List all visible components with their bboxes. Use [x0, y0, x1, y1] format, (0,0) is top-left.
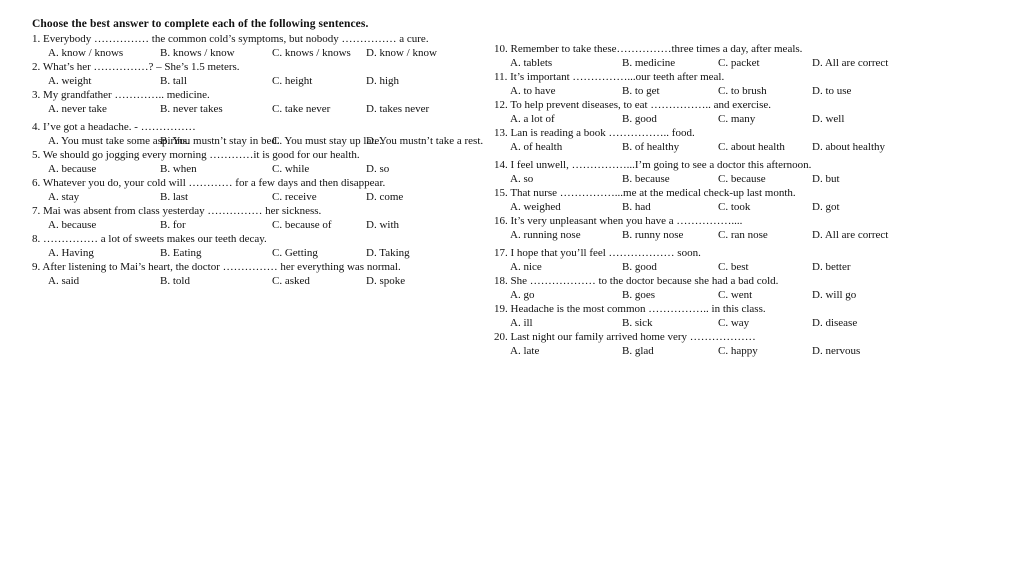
- option-b[interactable]: B. You mustn’t stay in bed.: [160, 135, 280, 147]
- option-a[interactable]: A. because: [48, 163, 97, 175]
- question-14-stem: [494, 158, 914, 172]
- question-text: What’s her ……………? – She’s 1.5 meters.: [42, 61, 240, 73]
- question-2-stem: [32, 60, 450, 74]
- question-4-stem: [32, 120, 450, 134]
- question-4-options: [48, 134, 484, 148]
- question-16-options: [510, 228, 914, 242]
- question-9-options: [48, 274, 450, 288]
- question-text: My grandfather ………….. medicine.: [43, 89, 210, 101]
- question-number: 2.: [32, 61, 41, 73]
- question-17-options: [510, 260, 914, 274]
- option-c[interactable]: C. best: [718, 261, 749, 273]
- question-11-options: [510, 84, 914, 98]
- option-a[interactable]: A. so: [510, 173, 534, 185]
- option-a[interactable]: A. Having: [48, 247, 94, 259]
- option-c[interactable]: C. take never: [272, 103, 331, 115]
- question-11-stem: [494, 70, 914, 84]
- option-b[interactable]: B. goes: [622, 289, 655, 301]
- option-a[interactable]: A. stay: [48, 191, 80, 203]
- question-12-stem: [494, 98, 914, 112]
- option-b[interactable]: B. tall: [160, 75, 187, 87]
- question-10-options: [510, 56, 914, 70]
- option-c[interactable]: C. took: [718, 201, 751, 213]
- option-c[interactable]: C. receive: [272, 191, 317, 203]
- option-d[interactable]: D. takes never: [366, 103, 430, 115]
- option-d[interactable]: D. to use: [812, 85, 852, 97]
- question-number: 10.: [494, 43, 508, 55]
- option-b[interactable]: B. runny nose: [622, 229, 684, 241]
- option-a[interactable]: A. late: [510, 345, 540, 357]
- question-text: Lan is reading a book …………….. food.: [510, 127, 695, 139]
- question-3-options: [48, 102, 450, 116]
- question-number: 8.: [32, 233, 41, 245]
- option-a[interactable]: A. nice: [510, 261, 542, 273]
- option-a[interactable]: A. ill: [510, 317, 533, 329]
- option-a[interactable]: A. a lot of: [510, 113, 555, 125]
- right-column: [494, 42, 914, 358]
- option-c[interactable]: C. height: [272, 75, 313, 87]
- option-d[interactable]: D. well: [812, 113, 845, 125]
- question-number: 16.: [494, 215, 508, 227]
- question-number: 4.: [32, 121, 41, 133]
- option-d[interactable]: D. but: [812, 173, 840, 185]
- option-b[interactable]: B. of healthy: [622, 141, 680, 153]
- question-number: 12.: [494, 99, 508, 111]
- option-a[interactable]: A. because: [48, 219, 97, 231]
- question-number: 5.: [32, 149, 41, 161]
- question-text: …………… a lot of sweets makes our teeth decay.: [43, 233, 267, 245]
- question-text: Whatever you do, your cold will ………… for a few days and then disappear.: [42, 177, 386, 189]
- question-6-stem: [32, 176, 450, 190]
- question-1-stem: [32, 32, 450, 46]
- option-b[interactable]: B. Eating: [160, 247, 202, 259]
- question-18-stem: [494, 274, 914, 288]
- question-text: I feel unwell, ……………...I’m going to see a doctor this afternoon.: [510, 159, 812, 171]
- option-b[interactable]: B. good: [622, 113, 657, 125]
- left-column: [32, 32, 484, 288]
- question-text: That nurse ……………...me at the medical check-up last month.: [510, 187, 796, 199]
- option-d[interactable]: D. spoke: [366, 275, 406, 287]
- option-d[interactable]: D. so: [366, 163, 390, 175]
- option-c[interactable]: C. asked: [272, 275, 310, 287]
- option-c[interactable]: C. packet: [718, 57, 760, 69]
- option-d[interactable]: D. nervous: [812, 345, 861, 357]
- question-6-options: [48, 190, 450, 204]
- question-10-stem: [494, 42, 914, 56]
- option-b[interactable]: B. to get: [622, 85, 660, 97]
- question-number: 9.: [32, 261, 41, 273]
- question-number: 19.: [494, 303, 508, 315]
- option-b[interactable]: B. when: [160, 163, 197, 175]
- question-15-options: [510, 200, 914, 214]
- option-a[interactable]: A. never take: [48, 103, 107, 115]
- question-number: 17.: [494, 247, 508, 259]
- question-number: 13.: [494, 127, 508, 139]
- question-number: 6.: [32, 177, 41, 189]
- option-b[interactable]: B. had: [622, 201, 651, 213]
- question-3-stem: [32, 88, 450, 102]
- option-c[interactable]: C. went: [718, 289, 753, 301]
- option-a[interactable]: A. to have: [510, 85, 556, 97]
- question-text: Everybody …………… the common cold’s symptoms, but nobody …………… a cure.: [43, 33, 429, 45]
- option-d[interactable]: D. Taking: [366, 247, 410, 259]
- option-d[interactable]: D. come: [366, 191, 404, 203]
- question-text: I’ve got a headache. - ……………: [43, 121, 196, 133]
- question-16-stem: [494, 214, 914, 228]
- option-c[interactable]: C. many: [718, 113, 756, 125]
- option-d[interactable]: D. about healthy: [812, 141, 886, 153]
- option-b[interactable]: B. good: [622, 261, 657, 273]
- option-b[interactable]: B. glad: [622, 345, 654, 357]
- option-a[interactable]: A. weighed: [510, 201, 561, 213]
- question-text: Mai was absent from class yesterday …………… her sickness.: [43, 205, 322, 217]
- question-number: 1.: [32, 33, 41, 45]
- question-text: Last night our family arrived home very ………………: [510, 331, 756, 343]
- question-text: She ……………… to the doctor because she had a bad cold.: [510, 275, 779, 287]
- option-c[interactable]: C. to brush: [718, 85, 767, 97]
- question-text: It’s very unpleasant when you have a ……………....: [510, 215, 743, 227]
- question-text: After listening to Mai’s heart, the doctor …………… her everything was normal.: [42, 261, 401, 273]
- option-b[interactable]: B. sick: [622, 317, 653, 329]
- question-number: 15.: [494, 187, 508, 199]
- option-a[interactable]: A. of health: [510, 141, 563, 153]
- question-number: 18.: [494, 275, 508, 287]
- question-8-options: [48, 246, 450, 260]
- question-20-stem: [494, 330, 914, 344]
- option-b[interactable]: B. medicine: [622, 57, 676, 69]
- option-c[interactable]: C. way: [718, 317, 750, 329]
- question-14-options: [510, 172, 914, 186]
- question-8-stem: [32, 232, 450, 246]
- question-number: 20.: [494, 331, 508, 343]
- option-b[interactable]: B. for: [160, 219, 186, 231]
- option-d[interactable]: D. with: [366, 219, 399, 231]
- question-text: To help prevent diseases, to eat …………….. and exercise.: [510, 99, 772, 111]
- option-d[interactable]: D. better: [812, 261, 851, 273]
- question-5-stem: [32, 148, 450, 162]
- question-7-stem: [32, 204, 450, 218]
- question-19-options: [510, 316, 914, 330]
- option-c[interactable]: C. happy: [718, 345, 758, 357]
- option-b[interactable]: B. told: [160, 275, 190, 287]
- option-a[interactable]: A. said: [48, 275, 80, 287]
- option-c[interactable]: C. because of: [272, 219, 332, 231]
- option-a[interactable]: A. weight: [48, 75, 92, 87]
- question-20-options: [510, 344, 914, 358]
- option-b[interactable]: B. because: [622, 173, 670, 185]
- question-7-options: [48, 218, 450, 232]
- question-1-options: [48, 46, 450, 60]
- option-c[interactable]: C. Getting: [272, 247, 318, 259]
- question-text: Headache is the most common …………….. in this class.: [510, 303, 766, 315]
- question-9-stem: [32, 260, 450, 274]
- option-d[interactable]: D. disease: [812, 317, 858, 329]
- question-text: It’s important ……………...our teeth after meal.: [510, 71, 725, 83]
- question-15-stem: [494, 186, 914, 200]
- option-c[interactable]: C. because: [718, 173, 766, 185]
- option-c[interactable]: C. knows / knows: [272, 47, 351, 59]
- option-d[interactable]: D. high: [366, 75, 399, 87]
- option-b[interactable]: B. never takes: [160, 103, 223, 115]
- option-d[interactable]: D. All are correct: [812, 229, 889, 241]
- option-a[interactable]: A. tablets: [510, 57, 553, 69]
- option-b[interactable]: B. knows / know: [160, 47, 235, 59]
- option-d[interactable]: D. will go: [812, 289, 857, 301]
- question-number: 7.: [32, 205, 41, 217]
- option-c[interactable]: C. about health: [718, 141, 785, 153]
- worksheet-title: Choose the best answer to complete each of the following sentences.: [32, 18, 369, 30]
- option-c[interactable]: C. You must stay up late.: [272, 135, 383, 147]
- option-a[interactable]: A. know / knows: [48, 47, 124, 59]
- question-17-stem: [494, 246, 914, 260]
- question-5-options: [48, 162, 450, 176]
- option-d[interactable]: D. All are correct: [812, 57, 889, 69]
- option-c[interactable]: C. ran nose: [718, 229, 768, 241]
- question-12-options: [510, 112, 914, 126]
- option-c[interactable]: C. while: [272, 163, 310, 175]
- question-number: 11.: [494, 71, 508, 83]
- option-a[interactable]: A. You must take some aspirins.: [48, 135, 190, 147]
- question-text: Remember to take these……………three times a day, after meals.: [510, 43, 803, 55]
- option-d[interactable]: D. got: [812, 201, 840, 213]
- question-number: 14.: [494, 159, 508, 171]
- question-number: 3.: [32, 89, 41, 101]
- option-d[interactable]: D. know / know: [366, 47, 437, 59]
- question-2-options: [48, 74, 450, 88]
- question-13-options: [510, 140, 914, 154]
- option-b[interactable]: B. last: [160, 191, 189, 203]
- option-d[interactable]: D. You mustn’t take a rest.: [366, 135, 484, 147]
- question-18-options: [510, 288, 914, 302]
- question-13-stem: [494, 126, 914, 140]
- option-a[interactable]: A. running nose: [510, 229, 581, 241]
- option-a[interactable]: A. go: [510, 289, 535, 301]
- question-19-stem: [494, 302, 914, 316]
- question-text: I hope that you’ll feel ……………… soon.: [510, 247, 701, 259]
- question-text: We should go jogging every morning …………it is good for our health.: [42, 149, 360, 161]
